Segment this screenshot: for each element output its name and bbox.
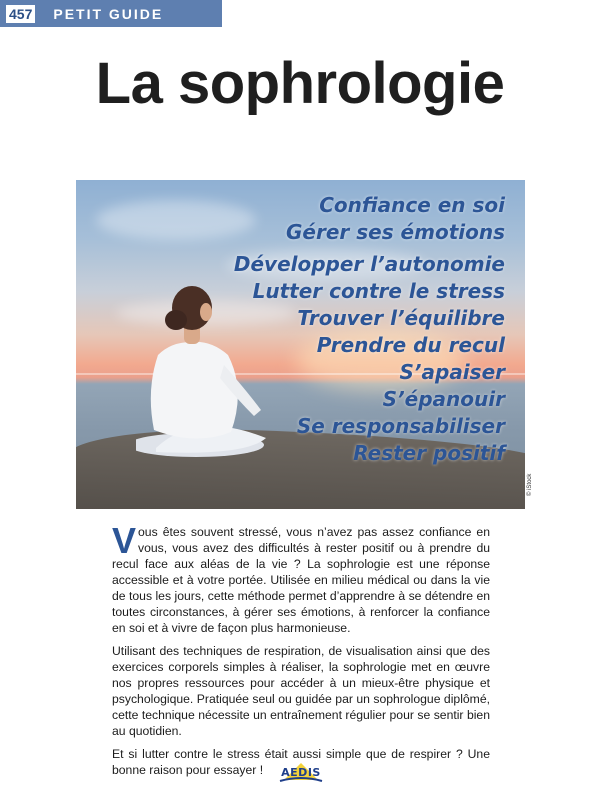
paragraph-intro	[112, 520, 490, 636]
publisher-name: AEDIS	[281, 765, 321, 779]
paragraph-text: ous êtes souvent stressé, vous n’avez pas assez confiance en vous, vous avez des difficultés à rester positif ou à prendre du recul face aux aléas de la vie ? La sophrologie est une réponse accessible et à votre portée. Utilisée en milieu médical ou dans la vie de tous les jours, cette méthode permet d’apprendre à se détendre en toutes circonstances, à gérer ses émotions, à renforcer la confiance en soi et à vivre de façon plus harmonieuse.	[112, 525, 490, 635]
publisher-logo	[278, 760, 324, 784]
benefit-item: Lutter contre le stress	[252, 279, 505, 303]
drop-cap: V	[112, 520, 137, 561]
benefit-item: Prendre du recul	[316, 333, 505, 357]
back-cover-text	[112, 520, 490, 785]
paragraph-methods: Utilisant des techniques de respiration, de visualisation ainsi que des exercices corporels simples à réaliser, la sophrologie met en œuvre nos propres ressources pour accéder à un mieux-être physique et psychologique. Pratiquée seul ou guidée par un sophrologue diplômé, cette technique nécessite un entraînement régulier pour se sentir bien au quotidien.	[112, 644, 490, 738]
benefit-item: Se responsabiliser	[296, 414, 505, 438]
cover-photo	[76, 180, 525, 509]
benefit-item: S’épanouir	[382, 387, 505, 411]
benefits-list	[234, 192, 505, 467]
series-banner	[0, 0, 222, 27]
benefit-item: Développer l’autonomie	[233, 252, 505, 276]
page-title: La sophrologie	[95, 51, 505, 116]
paragraph-closing: Et si lutter contre le stress était aussi simple que de respirer ? Une bonne raison pour essayer !	[112, 747, 490, 777]
benefit-item: Rester positif	[353, 441, 505, 465]
benefit-item: Confiance en soi	[319, 193, 505, 217]
benefit-item: S’apaiser	[399, 360, 505, 384]
series-name: PETIT GUIDE	[53, 5, 164, 22]
benefit-item: Gérer ses émotions	[285, 220, 505, 244]
series-number: 457	[6, 5, 35, 23]
benefit-item: Trouver l’équilibre	[297, 306, 505, 330]
photo-credit: © iStock	[527, 473, 533, 496]
